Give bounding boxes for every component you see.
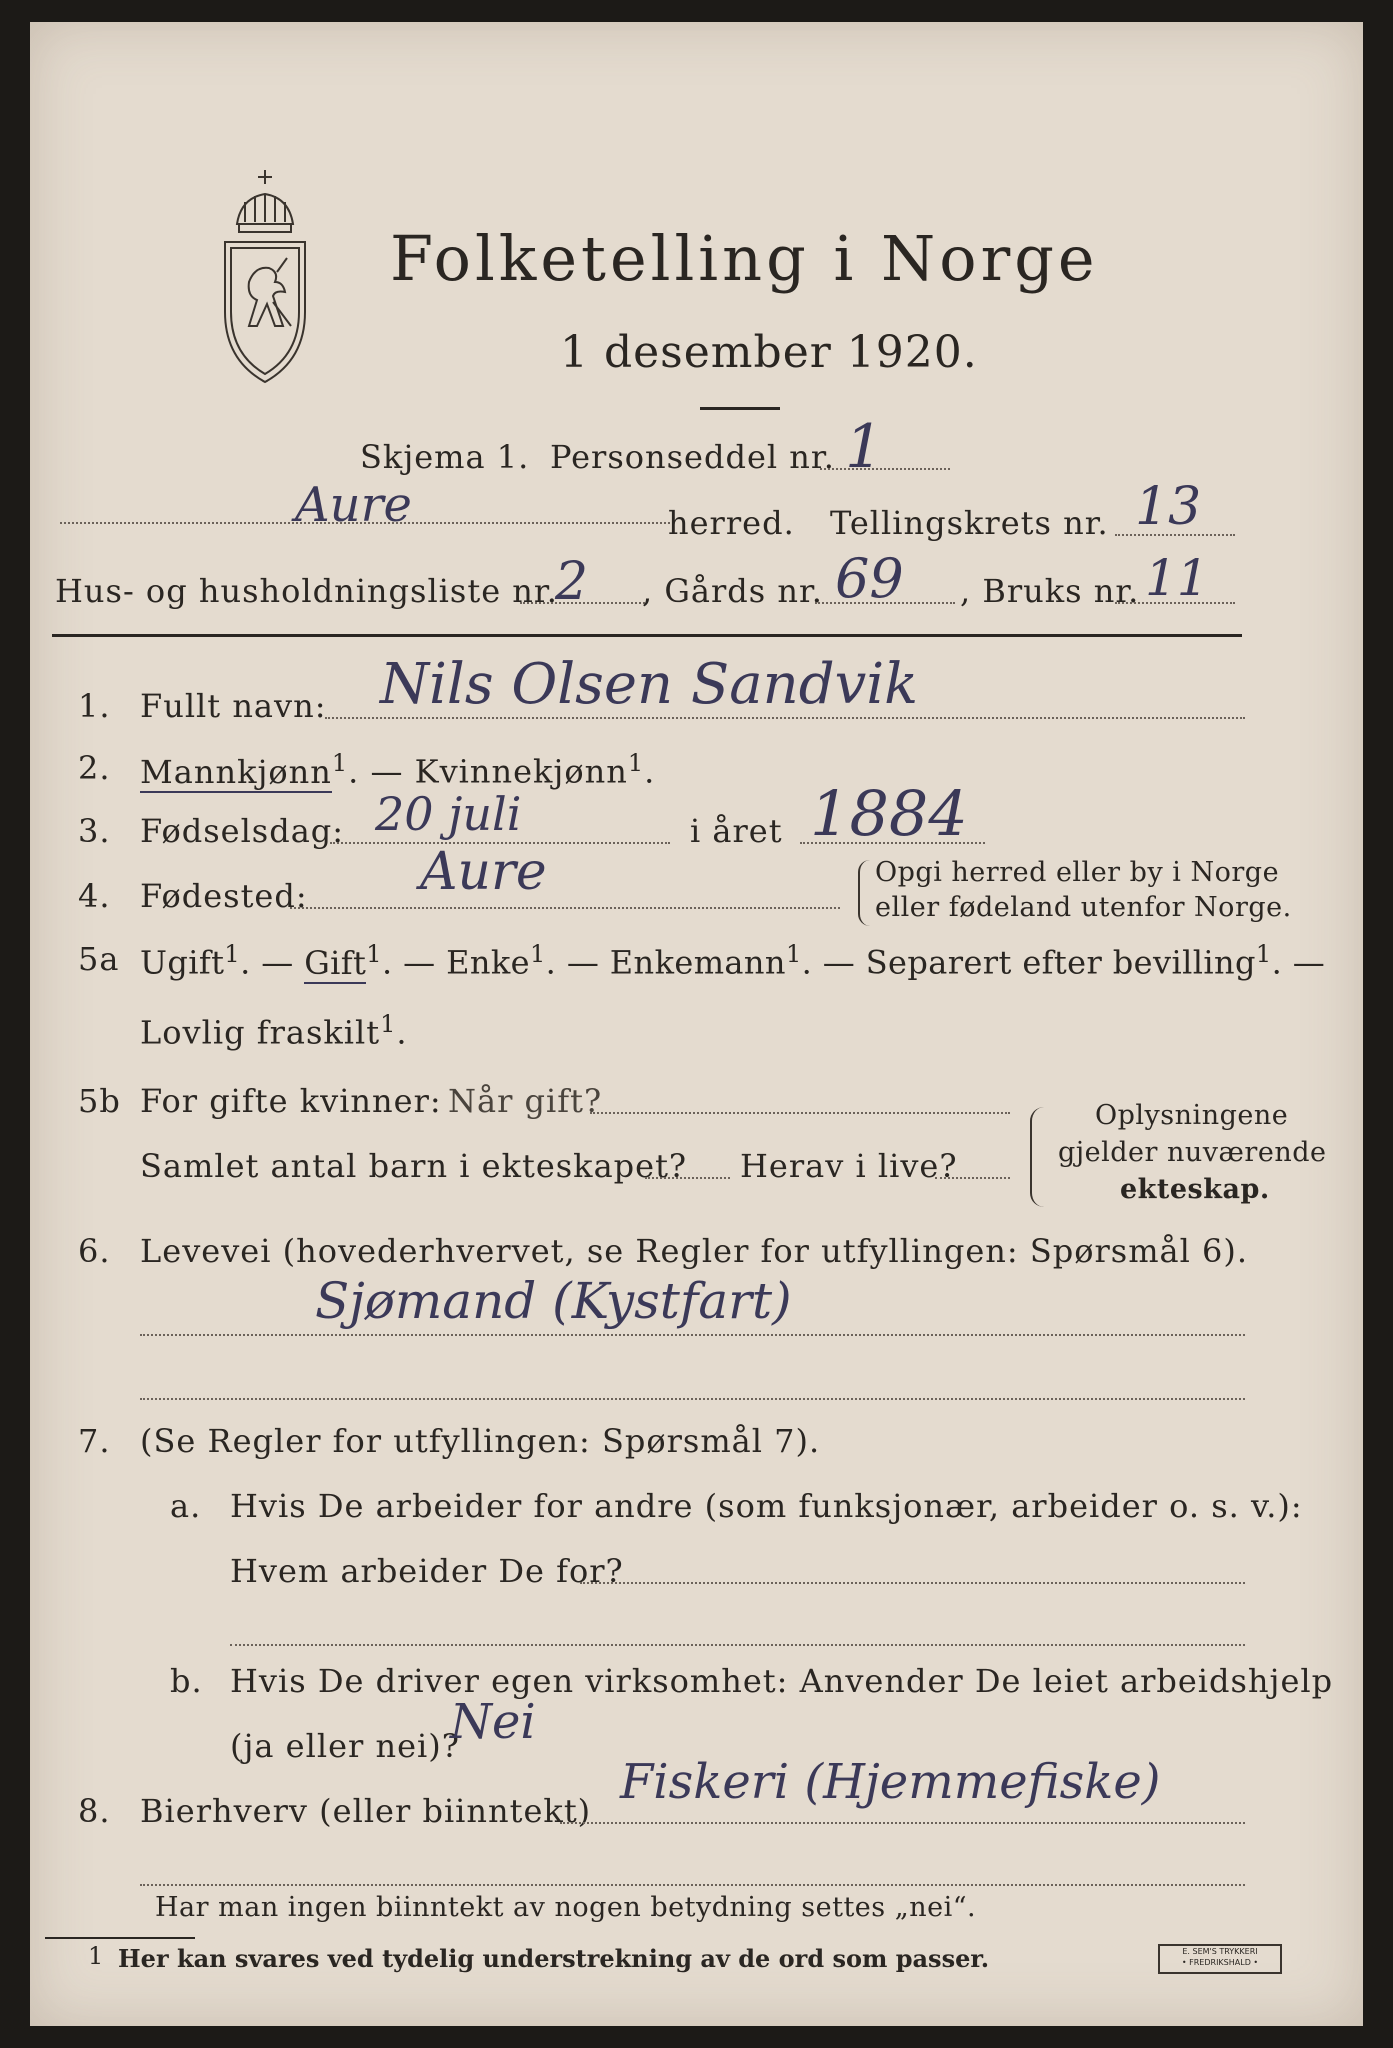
occupation-value: Sjømand (Kystfart) <box>315 1272 792 1330</box>
q7b-text: Hvis De driver egen virksomhet: Anvender De leiet arbeidshjelp <box>230 1662 1334 1700</box>
gards-value: 69 <box>835 547 904 610</box>
herred-label: herred. <box>668 504 795 542</box>
footnote-number: 1 <box>88 1942 104 1970</box>
birthplace-value: Aure <box>420 842 547 902</box>
q8-number: 8. <box>78 1792 111 1830</box>
option-enkemann: Enkemann <box>609 943 786 982</box>
personseddel-value: 1 <box>845 412 884 482</box>
q5a-number: 5a <box>78 940 120 978</box>
q5b-label1: For gifte kvinner: <box>140 1082 442 1120</box>
printer-stamp: E. SEM'S TRYKKERI • FREDRIKSHALD • <box>1158 1944 1282 1974</box>
personseddel-label: Personseddel nr. <box>550 438 835 476</box>
form-title: Folketelling i Norge <box>390 222 1099 295</box>
q5a-options: Ugift$^1$. — Gift$^1$. — Enke$^1$. — Enkemann$^1$. — Separert efter bevilling$^1$. — <box>140 940 1326 982</box>
q4-note-line1: Opgi herred eller by i Norge <box>875 857 1280 888</box>
leiet-arbeidshjelp-value: Nei <box>450 1694 536 1750</box>
gards-label: , Gårds nr. <box>642 572 823 610</box>
hus-value: 2 <box>555 552 589 612</box>
q7a-question: Hvem arbeider De for? <box>230 1552 624 1590</box>
option-mannkjonn: Mannkjønn <box>140 752 332 791</box>
q5b-label3: Herav i live? <box>740 1147 958 1185</box>
hus-label: Hus- og husholdningsliste nr. <box>55 572 558 610</box>
footnote-text: Her kan svares ved tydelig understrekning av de ord som passer. <box>118 1944 990 1973</box>
option-separert: Separert efter bevilling <box>865 943 1256 982</box>
q7b-question: (ja eller nei)? <box>230 1727 460 1765</box>
footnote-rule <box>45 1937 195 1939</box>
q4-label: Fødested: <box>140 877 308 915</box>
q7-label: (Se Regler for utfyllingen: Spørsmål 7). <box>140 1422 821 1460</box>
title-divider <box>700 407 780 410</box>
q5b-label2: Samlet antal barn i ekteskapet? <box>140 1147 688 1185</box>
tellingskrets-value: 13 <box>1135 477 1202 537</box>
full-name-value: Nils Olsen Sandvik <box>380 652 919 717</box>
q2-line: Mannkjønn$^1$. — Kvinnekjønn$^1$. <box>140 749 656 791</box>
q4-number: 4. <box>78 877 111 915</box>
option-fraskilt-line: Lovlig fraskilt$^1$. <box>140 1010 408 1052</box>
q8-label: Bierhverv (eller biinntekt) <box>140 1792 592 1830</box>
option-ugift: Ugift <box>140 943 225 982</box>
option-gift: Gift <box>304 943 367 982</box>
coat-of-arms-icon <box>215 162 315 397</box>
q7a-text: Hvis De arbeider for andre (som funksjonær, arbeider o. s. v.): <box>230 1487 1303 1525</box>
q6-number: 6. <box>78 1232 111 1270</box>
q1-label: Fullt navn: <box>140 687 327 725</box>
q5b-number: 5b <box>78 1082 121 1120</box>
side-income-value: Fiskeri (Hjemmefiske) <box>620 1754 1161 1810</box>
tellingskrets-label: Tellingskrets nr. <box>830 504 1109 542</box>
q4-note-line2: eller fødeland utenfor Norge. <box>875 892 1292 923</box>
q7a-number: a. <box>170 1487 202 1525</box>
q2-number: 2. <box>78 749 111 787</box>
q1-number: 1. <box>78 687 111 725</box>
census-form <box>30 22 1363 2026</box>
header-rule <box>52 634 1242 637</box>
year-label: i året <box>690 812 783 850</box>
q7b-number: b. <box>170 1662 203 1700</box>
option-kvinnekjonn: Kvinnekjønn <box>414 752 628 791</box>
q3-label: Fødselsdag: <box>140 812 345 850</box>
q3-number: 3. <box>78 812 111 850</box>
q5b-note-line1: Oplysningene <box>1095 1100 1289 1131</box>
birthyear-value: 1884 <box>810 777 968 850</box>
q5b-label1b: Når gift? <box>448 1082 603 1120</box>
bruks-label: , Bruks nr. <box>960 572 1140 610</box>
herred-value: Aure <box>295 477 412 533</box>
q7-number: 7. <box>78 1422 111 1460</box>
birthdate-value: 20 juli <box>375 787 522 841</box>
option-enke: Enke <box>446 943 530 982</box>
q5b-note-line2: gjelder nuværende <box>1058 1137 1327 1168</box>
form-date: 1 desember 1920. <box>560 327 978 378</box>
option-fraskilt: Lovlig fraskilt <box>140 1013 381 1052</box>
q5b-note-line3: ekteskap. <box>1120 1174 1270 1205</box>
q6-label: Levevei (hovederhvervet, se Regler for utfyllingen: Spørsmål 6). <box>140 1232 1249 1270</box>
bruks-value: 11 <box>1145 549 1209 607</box>
skjema-label: Skjema 1. <box>360 438 530 476</box>
footer-note: Har man ingen biinntekt av nogen betydning settes „nei“. <box>155 1892 977 1923</box>
